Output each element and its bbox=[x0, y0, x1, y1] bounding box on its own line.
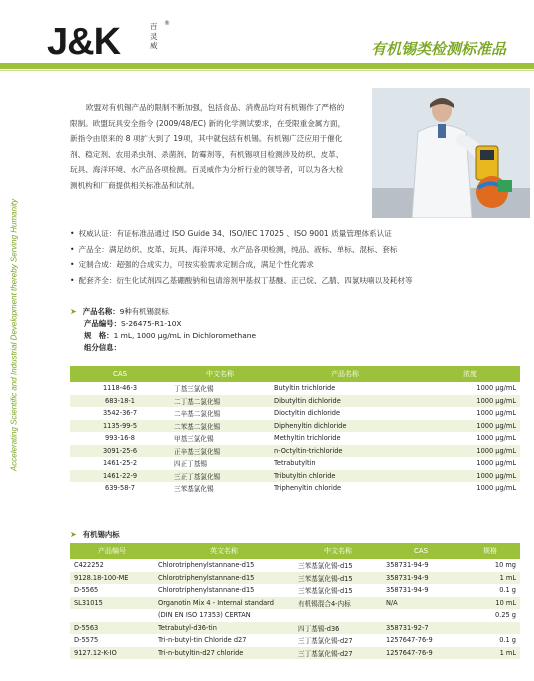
table-cell: 1000 μg/mL bbox=[476, 434, 516, 443]
table-row bbox=[70, 622, 520, 635]
registered-mark: ® bbox=[164, 20, 170, 27]
table-cell: 1135-99-5 bbox=[70, 420, 170, 433]
header-divider-thin bbox=[0, 70, 534, 71]
table-cell: 二辛基二氯化锡 bbox=[174, 410, 221, 419]
page-title: 有机锡类检测标准品 bbox=[370, 40, 506, 58]
composition-label: 组分信息： bbox=[84, 343, 121, 352]
table-cell: Dioctyltin dichloride bbox=[274, 409, 341, 418]
table-cell: 三正丁基氯化锡 bbox=[170, 470, 270, 483]
table-cell: Organotin Mix 4 - Internal standard bbox=[154, 597, 294, 610]
table-row bbox=[70, 395, 520, 408]
table-row bbox=[70, 482, 520, 495]
table-cell: Tetrabutyl-d36-tin bbox=[154, 622, 294, 635]
table-row bbox=[70, 420, 520, 433]
product-info bbox=[70, 306, 256, 354]
arrow-right-icon: ➤ bbox=[70, 530, 77, 539]
table-cell: 1000 μg/mL bbox=[476, 459, 516, 468]
table-row bbox=[70, 470, 520, 483]
table-cell: Tri-n-butyl-tin Chloride d27 bbox=[158, 636, 247, 645]
table-cell: 四正丁基锡 bbox=[174, 460, 207, 469]
col-header-chinese-name: 中文名称 bbox=[170, 366, 270, 382]
table-cell: 1118-46-3 bbox=[102, 384, 138, 393]
table-cell: 1461-22-9 bbox=[70, 470, 170, 483]
table-cell: Chlorotriphenylstannane-d15 bbox=[158, 561, 255, 570]
table-cell: 1000 μg/mL bbox=[476, 484, 516, 493]
table-cell: 1 mL bbox=[460, 572, 520, 585]
table-cell: 有机锡混合4-内标 bbox=[294, 597, 382, 610]
table-cell: 1000 μg/mL bbox=[476, 409, 516, 418]
table-cell: 9127.12-K-IO bbox=[70, 647, 154, 660]
table-cell: 0.25 g bbox=[495, 611, 516, 620]
product-name-row bbox=[70, 306, 256, 318]
table-row bbox=[70, 432, 520, 445]
table-cell: 1257647-76-9 bbox=[386, 636, 433, 645]
table-cell: 10 mg bbox=[494, 561, 516, 570]
table-cell: (DIN EN ISO 17353) CERTAN bbox=[158, 611, 251, 620]
product-code-label: 产品编号： bbox=[84, 319, 121, 328]
product-spec-row bbox=[70, 330, 256, 342]
logo-char: 威 bbox=[150, 41, 158, 50]
table-cell: 639-58-7 bbox=[105, 484, 135, 493]
table-cell: 1000 μg/mL bbox=[476, 384, 516, 393]
table-cell: 1 mL bbox=[460, 647, 520, 660]
table-row bbox=[70, 609, 520, 622]
table-cell: 358731-94-9 bbox=[386, 561, 429, 570]
table-row bbox=[70, 457, 520, 470]
section-title-internal-standard bbox=[70, 529, 120, 540]
table-cell: Triphenyltin chloride bbox=[274, 484, 342, 493]
table-cell: 0.1 g bbox=[499, 586, 516, 595]
table-cell bbox=[382, 609, 460, 622]
table-cell: 358731-94-9 bbox=[382, 572, 460, 585]
table-cell: 358731-94-9 bbox=[386, 586, 429, 595]
table-cell: 0.1 g bbox=[499, 636, 516, 645]
table-cell: 三苯基氯化锡 bbox=[174, 485, 214, 494]
table-row bbox=[70, 647, 520, 660]
table-header-row bbox=[70, 366, 520, 382]
table-row bbox=[70, 407, 520, 420]
header-divider bbox=[0, 63, 534, 69]
table-cell: Methyltin trichloride bbox=[274, 434, 341, 443]
table-cell: 1000 μg/mL bbox=[420, 445, 520, 458]
col-header-product-name: 产品名称 bbox=[270, 366, 420, 382]
col-header-cas: CAS bbox=[382, 543, 460, 559]
table-cell: 三丁基氯化锡-d27 bbox=[298, 637, 353, 646]
table-cell: Chlorotriphenylstannane-d15 bbox=[154, 572, 294, 585]
slogan-text: Accelerating Scientific and Industrial Development thereby Serving Humanity bbox=[9, 198, 19, 472]
feature-item: • 产品全：满足纺织、皮革、玩具、海洋环境、水产品各项检测，纯品、液标、单标、混标、套标 bbox=[70, 242, 520, 258]
table-cell: 1257647-76-9 bbox=[382, 647, 460, 660]
table-cell: 9128.18-100-ME bbox=[70, 572, 154, 585]
table-cell: 683-18-1 bbox=[70, 395, 170, 408]
table-cell: 10 mL bbox=[460, 597, 520, 610]
product-spec-value: 1 mL, 1000 μg/mL in Dichloromethane bbox=[113, 331, 256, 340]
table-cell: 四丁基锡-d36 bbox=[294, 622, 382, 635]
table-cell: 三苯基氯化锡-d15 bbox=[294, 572, 382, 585]
internal-standard-table bbox=[70, 543, 520, 659]
table-cell: Butyltin trichloride bbox=[274, 384, 336, 393]
table-cell: 丁基三氯化锡 bbox=[174, 385, 214, 394]
feature-item: • 权威认证：有证标准品通过 ISO Guide 34、ISO/IEC 17025 、ISO 9001 质量管理体系认证 bbox=[70, 226, 520, 242]
col-header-size: 规格 bbox=[460, 543, 520, 559]
table-cell: D-5563 bbox=[70, 622, 154, 635]
intro-paragraph: 欧盟对有机锡产品的限制不断加强，包括食品、消费品均对有机锡作了严格的限制。欧盟玩具安全指令 (2009/48/EC) 新的化学测试要求，在受限重金属方面，新指令由原来的 8 项扩大到了 19项，其中就包括有机锡。有机锡广泛应用于催化剂、稳定剂、农用杀虫剂、杀菌剂、防霉剂等，有机锡项目检测涉及纺织、皮革、玩具、海洋环境、水产品各项检测。百灵威作为分析行业的领导者，可以为各大检测机构和厂商提供相关标准品和试剂。 bbox=[70, 103, 346, 190]
table-cell: SL31015 bbox=[70, 597, 154, 610]
feature-item: • 定制合成：超强的合成实力，可按实验需求定制合成，满足个性化需求 bbox=[70, 257, 520, 273]
table-row bbox=[70, 559, 520, 572]
col-header-english-name: 英文名称 bbox=[154, 543, 294, 559]
table-cell: Tetrabutyltin bbox=[274, 459, 316, 468]
table-cell: Tributyltin chloride bbox=[270, 470, 420, 483]
table-cell: 358731-92-7 bbox=[382, 622, 460, 635]
table-cell: C422252 bbox=[74, 561, 104, 570]
col-header-chinese-name: 中文名称 bbox=[294, 543, 382, 559]
table-cell: 3542-36-7 bbox=[102, 409, 138, 418]
table-cell: D-5575 bbox=[74, 636, 99, 645]
table-cell: 甲基三氯化锡 bbox=[174, 435, 214, 444]
table-cell: Tri-n-butyltin-d27 chloride bbox=[154, 647, 294, 660]
table-cell: 1000 μg/mL bbox=[420, 395, 520, 408]
brand-logo-chinese bbox=[150, 22, 162, 51]
table-cell: 三苯基氯化锡-d15 bbox=[298, 562, 353, 571]
table-cell: 1461-25-2 bbox=[102, 459, 138, 468]
product-name-value: 9种有机锡混标 bbox=[119, 307, 169, 316]
table-row bbox=[70, 597, 520, 610]
arrow-right-icon: ➤ bbox=[70, 307, 77, 316]
table-header-row bbox=[70, 543, 520, 559]
table-cell: 二丁基二氯化锡 bbox=[170, 395, 270, 408]
col-header-concentration: 浓度 bbox=[420, 366, 520, 382]
table-cell: 正辛基三氯化锡 bbox=[170, 445, 270, 458]
table-cell: 二苯基二氯化锡 bbox=[170, 420, 270, 433]
table-cell: 1000 μg/mL bbox=[420, 420, 520, 433]
table-cell: 1000 μg/mL bbox=[420, 470, 520, 483]
table-cell: n-Octyltin-trichloride bbox=[270, 445, 420, 458]
table-cell: D-5565 bbox=[74, 586, 99, 595]
product-code-value: S-26475-R1-10X bbox=[120, 319, 182, 328]
table-cell: 三苯基氯化锡-d15 bbox=[298, 587, 353, 596]
composition-row bbox=[70, 342, 256, 354]
product-code-row bbox=[70, 318, 256, 330]
table-cell bbox=[460, 622, 520, 635]
table-row bbox=[70, 584, 520, 597]
section-title-text: 有机锡内标 bbox=[82, 530, 120, 539]
lab-photo bbox=[372, 88, 530, 218]
table-row bbox=[70, 445, 520, 458]
feature-list bbox=[70, 226, 520, 288]
logo-char: 灵 bbox=[150, 31, 158, 41]
vertical-slogan bbox=[4, 105, 24, 565]
table-row bbox=[70, 572, 520, 585]
product-name-label: 产品名称： bbox=[82, 307, 120, 316]
table-cell: Dibutyltin dichloride bbox=[270, 395, 420, 408]
brand-logo: J&K bbox=[47, 21, 121, 63]
table-cell: Chlorotriphenylstannane-d15 bbox=[158, 586, 255, 595]
composition-table bbox=[70, 366, 520, 495]
table-row bbox=[70, 634, 520, 647]
table-cell: 三丁基氯化锡-d27 bbox=[294, 647, 382, 660]
product-spec-label: 规 格： bbox=[84, 331, 114, 340]
table-cell: Diphenyltin dichloride bbox=[270, 420, 420, 433]
logo-char: 百 bbox=[150, 22, 158, 31]
col-header-product-code: 产品编号 bbox=[70, 543, 154, 559]
table-cell: 3091-25-6 bbox=[70, 445, 170, 458]
feature-item: • 配套齐全：衍生化试剂四乙基硼酸钠和包请溶剂甲基叔丁基醚、正己烷、乙腈、四氯呋喃以及耗材等 bbox=[70, 273, 520, 289]
table-row bbox=[70, 382, 520, 395]
col-header-cas: CAS bbox=[70, 366, 170, 382]
scientist-illustration bbox=[372, 88, 530, 218]
table-cell: 993-16-8 bbox=[105, 434, 135, 443]
table-cell bbox=[70, 609, 154, 622]
table-cell bbox=[294, 609, 382, 622]
table-cell: N/A bbox=[382, 597, 460, 610]
